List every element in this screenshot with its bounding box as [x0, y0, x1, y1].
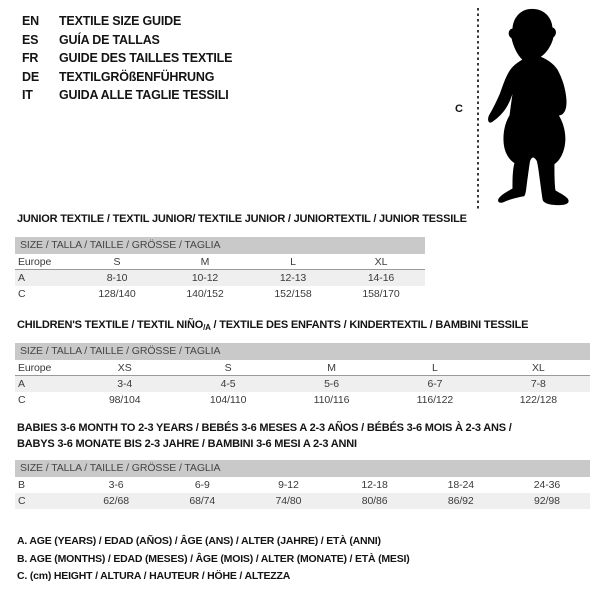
height-cell: 110/116	[313, 394, 350, 406]
legend-note-c: C. (cm) HEIGHT / ALTURA / HAUTEUR / HÖHE / ALTEZZA	[17, 570, 291, 582]
row-label: C	[18, 394, 26, 406]
language-row	[22, 49, 232, 68]
legend-note-b: B. AGE (MONTHS) / EDAD (MESES) / ÂGE (MOIS) / ALTER (MONATE) / ETÀ (MESI)	[17, 552, 410, 565]
height-cell: 104/110	[209, 394, 247, 406]
age-cell: 3-6	[108, 479, 124, 491]
language-title: GUIDE DES TAILLES TEXTILE	[59, 51, 233, 65]
height-cell: 86/92	[447, 495, 474, 507]
table-row-height	[15, 493, 590, 509]
age-cell: 12-18	[361, 479, 388, 491]
height-cell: 122/128	[519, 394, 557, 406]
table-row-europe	[15, 254, 425, 270]
language-code: IT	[22, 88, 33, 102]
table-row-age	[15, 376, 590, 392]
children-title-text: CHILDREN'S TEXTILE / TEXTIL NIÑO	[17, 319, 204, 331]
age-cell: 4-5	[220, 378, 236, 390]
height-cell: 116/122	[416, 394, 454, 406]
height-cell: 152/158	[274, 288, 312, 300]
row-label: C	[18, 288, 26, 300]
table-row-height	[15, 392, 590, 408]
height-cell: 128/140	[98, 288, 136, 300]
age-cell: 3-4	[117, 378, 133, 390]
row-label: C	[18, 495, 26, 507]
size-cell: M	[327, 362, 336, 374]
babies-size-table	[15, 460, 590, 509]
age-cell: 6-7	[427, 378, 443, 390]
legend-note-a: A. AGE (YEARS) / EDAD (AÑOS) / ÂGE (ANS) / ALTER (JAHRE) / ETÀ (ANNI)	[17, 535, 381, 547]
age-cell: 12-13	[279, 272, 307, 284]
babies-title-line2: BABYS 3-6 MONATE BIS 2-3 JAHRE / BAMBINI 3-6 MESI A 2-3 ANNI	[17, 437, 357, 450]
age-cell: 7-8	[530, 378, 546, 390]
language-title: TEXTILE SIZE GUIDE	[59, 14, 182, 28]
baby-silhouette-icon	[486, 6, 578, 208]
babies-title-line1: BABIES 3-6 MONTH TO 2-3 YEARS / BEBÉS 3-6 MESES A 2-3 AÑOS / BÉBÉS 3-6 MOIS À 2-3 ANS /	[17, 422, 512, 434]
height-cell: 62/68	[103, 495, 129, 507]
language-code: EN	[22, 14, 39, 28]
children-title-subscript: /A	[203, 323, 211, 332]
junior-table-title: JUNIOR TEXTILE / TEXTIL JUNIOR/ TEXTILE JUNIOR / JUNIORTEXTIL / JUNIOR TESSILE	[17, 213, 467, 225]
row-label: B	[18, 479, 25, 491]
language-row	[22, 86, 232, 105]
height-measure-label: C	[455, 103, 463, 115]
height-measure-dotted-line	[477, 8, 479, 210]
table-row-height	[15, 286, 425, 302]
height-cell: 98/104	[108, 394, 141, 406]
language-row	[22, 31, 232, 50]
row-label: Europe	[18, 362, 52, 374]
age-cell: 10-12	[191, 272, 219, 284]
size-cell: S	[113, 256, 121, 268]
language-code: ES	[22, 32, 39, 47]
height-cell: 140/152	[186, 288, 224, 300]
age-cell: 18-24	[447, 479, 474, 491]
row-label: A	[18, 272, 25, 284]
height-cell: 92/98	[534, 495, 560, 507]
table-row-age-months	[15, 477, 590, 493]
size-cell: XL	[532, 362, 545, 374]
table-row-age	[15, 270, 425, 286]
language-code: FR	[22, 51, 39, 65]
language-title: GUIDA ALLE TAGLIE TESSILI	[59, 88, 229, 102]
size-header-bar: SIZE / TALLA / TAILLE / GRÖSSE / TAGLIA	[15, 460, 590, 477]
size-header-bar: SIZE / TALLA / TAILLE / GRÖSSE / TAGLIA	[15, 343, 590, 360]
size-cell: M	[200, 256, 210, 268]
babies-table-title	[17, 421, 512, 452]
size-cell: L	[432, 362, 438, 374]
size-cell: XL	[374, 256, 388, 268]
age-cell: 8-10	[106, 272, 128, 284]
children-title-text: / TEXTILE DES ENFANTS / KINDERTEXTIL / BAMBINI TESSILE	[210, 319, 529, 331]
table-row-europe	[15, 360, 590, 376]
height-cell: 80/86	[361, 495, 388, 507]
row-label: A	[18, 378, 25, 390]
children-table-title	[17, 318, 528, 336]
age-cell: 6-9	[194, 479, 210, 491]
language-code: DE	[22, 69, 39, 84]
age-cell: 24-36	[533, 479, 561, 491]
size-cell: S	[224, 362, 232, 374]
language-row	[22, 68, 232, 87]
language-title: TEXTILGRÖßENFÜHRUNG	[59, 69, 215, 84]
language-title: GUÍA DE TALLAS	[59, 32, 160, 47]
size-header-bar: SIZE / TALLA / TAILLE / GRÖSSE / TAGLIA	[15, 237, 425, 254]
height-cell: 74/80	[275, 495, 302, 507]
size-cell: XS	[117, 362, 132, 374]
age-cell: 14-16	[367, 272, 395, 284]
legend-notes	[17, 533, 410, 586]
row-label: Europe	[18, 256, 52, 268]
age-cell: 9-12	[278, 479, 299, 491]
size-cell: L	[290, 256, 296, 268]
language-row	[22, 12, 232, 31]
children-size-table	[15, 343, 590, 408]
age-cell: 5-6	[324, 378, 339, 390]
height-cell: 68/74	[189, 495, 216, 507]
language-title-list	[22, 12, 232, 105]
height-cell: 158/170	[362, 288, 400, 300]
junior-size-table	[15, 237, 425, 302]
